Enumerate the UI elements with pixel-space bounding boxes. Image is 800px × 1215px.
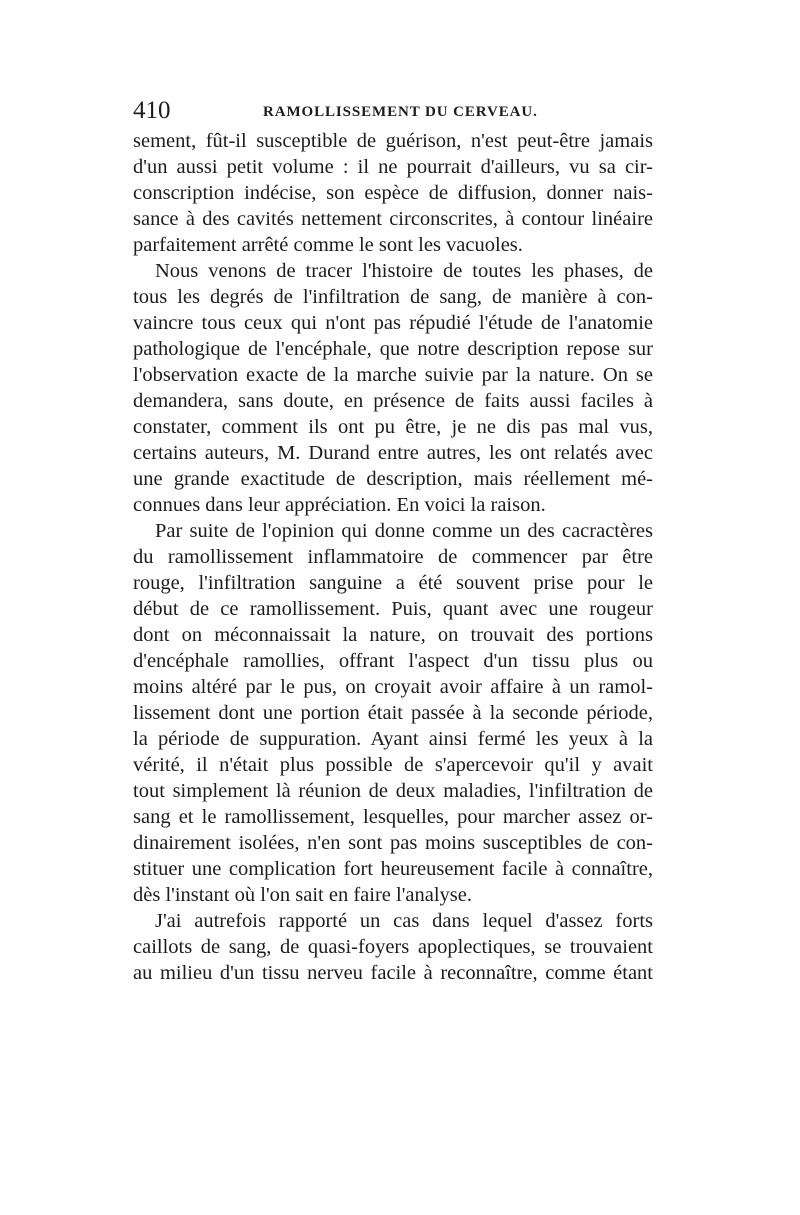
text-line: vérité, il n'était plus possible de s'apercevoir qu'il y avait bbox=[133, 754, 653, 776]
text-line: l'observation exacte de la marche suivie par la nature. On se bbox=[133, 364, 653, 386]
text-line: dinairement isolées, n'en sont pas moins susceptibles de con- bbox=[133, 832, 653, 854]
text-line: conscription indécise, son espèce de diffusion, donner nais- bbox=[133, 182, 653, 204]
text-line: constater, comment ils ont pu être, je ne dis pas mal vus, bbox=[133, 416, 653, 438]
text-line: demandera, sans doute, en présence de faits aussi faciles à bbox=[133, 390, 653, 412]
text-line: tous les degrés de l'infiltration de sang, de manière à con- bbox=[133, 286, 653, 308]
text-line: sement, fût-il susceptible de guérison, n'est peut-être jamais bbox=[133, 130, 653, 152]
page-number: 410 bbox=[133, 97, 171, 124]
running-title: RAMOLLISSEMENT DU CERVEAU. bbox=[263, 104, 538, 120]
text-line: parfaitement arrêté comme le sont les vacuoles. bbox=[133, 234, 523, 256]
text-line: dès l'instant où l'on sait en faire l'analyse. bbox=[133, 884, 472, 906]
text-line: au milieu d'un tissu nerveu facile à reconnaître, comme étant bbox=[133, 962, 653, 984]
text-line: moins altéré par le pus, on croyait avoir affaire à un ramol- bbox=[133, 676, 653, 698]
text-line: lissement dont une portion était passée à la seconde période, bbox=[133, 702, 653, 724]
text-line: vaincre tous ceux qui n'ont pas répudié l'étude de l'anatomie bbox=[133, 312, 653, 334]
text-line: du ramollissement inflammatoire de commencer par être bbox=[133, 546, 653, 568]
text-line: tout simplement là réunion de deux maladies, l'infiltration de bbox=[133, 780, 653, 802]
text-line: sance à des cavités nettement circonscrites, à contour linéaire bbox=[133, 208, 653, 230]
text-line: dont on méconnaissait la nature, on trouvait des portions bbox=[133, 624, 653, 646]
text-line: caillots de sang, de quasi-foyers apoplectiques, se trouvaient bbox=[133, 936, 653, 958]
text-line: Nous venons de tracer l'histoire de toutes les phases, de bbox=[155, 260, 653, 282]
page-header bbox=[133, 96, 663, 130]
text-line: une grande exactitude de description, mais réellement mé- bbox=[133, 468, 653, 490]
text-line: d'encéphale ramollies, offrant l'aspect d'un tissu plus ou bbox=[133, 650, 653, 672]
text-line: début de ce ramollissement. Puis, quant avec une rougeur bbox=[133, 598, 653, 620]
text-line: Par suite de l'opinion qui donne comme un des cacractères bbox=[155, 520, 653, 542]
text-line: d'un aussi petit volume : il ne pourrait d'ailleurs, vu sa cir- bbox=[133, 156, 653, 178]
text-line: certains auteurs, M. Durand entre autres, les ont relatés avec bbox=[133, 442, 653, 464]
text-line: rouge, l'infiltration sanguine a été souvent prise pour le bbox=[133, 572, 653, 594]
text-line: la période de suppuration. Ayant ainsi fermé les yeux à la bbox=[133, 728, 653, 750]
text-line: connues dans leur appréciation. En voici la raison. bbox=[133, 494, 546, 516]
text-line: pathologique de l'encéphale, que notre description repose sur bbox=[133, 338, 653, 360]
body-text bbox=[133, 128, 653, 986]
text-line: sang et le ramollissement, lesquelles, pour marcher assez or- bbox=[133, 806, 653, 828]
text-line: J'ai autrefois rapporté un cas dans lequel d'assez forts bbox=[155, 910, 653, 932]
text-line: stituer une complication fort heureusement facile à connaître, bbox=[133, 858, 653, 880]
